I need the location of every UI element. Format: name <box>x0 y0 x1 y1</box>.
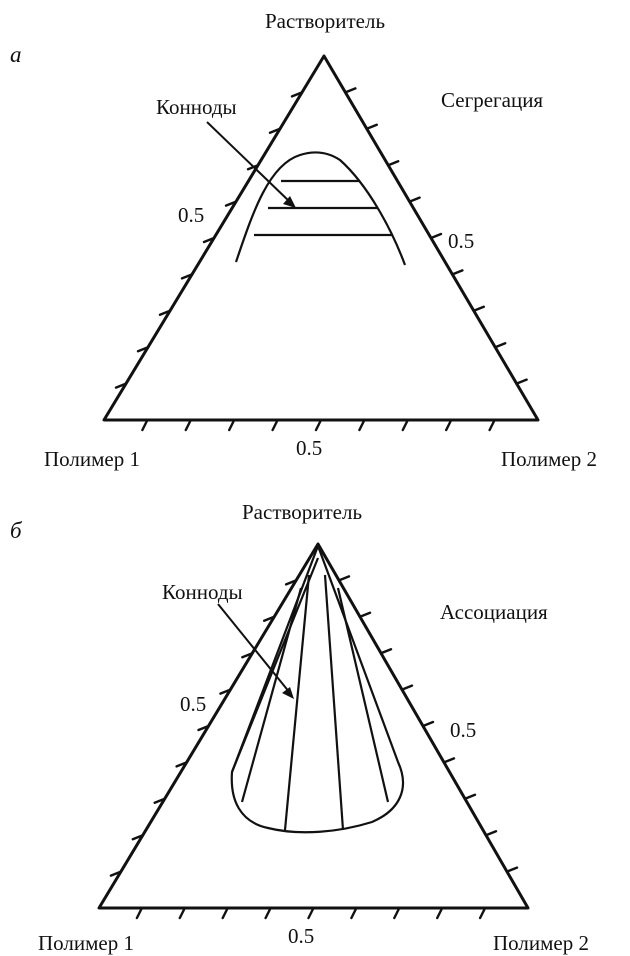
panel-b-binodal-outer <box>232 546 403 832</box>
panel-a-left-label: Полимер 1 <box>44 447 140 471</box>
axis-tick <box>495 343 505 347</box>
panel-a <box>10 9 597 471</box>
panel-a-ticks <box>116 88 527 430</box>
axis-tick <box>452 270 462 274</box>
axis-tick <box>339 576 349 580</box>
panel-b-tieline <box>325 575 343 830</box>
axis-tick <box>367 125 377 129</box>
panel-b-tick-right-label: 0.5 <box>450 718 477 742</box>
axis-tick <box>410 198 420 202</box>
axis-tick <box>474 307 484 311</box>
panel-a-right-label: Полимер 2 <box>501 447 597 471</box>
axis-tick <box>507 868 517 872</box>
axis-tick <box>517 380 527 384</box>
panel-b-tieline <box>285 575 309 830</box>
axis-tick <box>486 831 496 835</box>
panel-b-apex-label: Растворитель <box>242 500 363 524</box>
axis-tick <box>345 88 355 92</box>
axis-tick <box>381 649 391 653</box>
axis-tick <box>360 613 370 617</box>
panel-b <box>10 500 589 955</box>
panel-a-letter: а <box>10 42 22 67</box>
panel-b-arrowhead <box>282 687 294 699</box>
panel-a-region-label: Сегрегация <box>441 88 544 112</box>
axis-tick <box>423 722 433 726</box>
panel-b-ticks <box>111 576 517 918</box>
panel-b-tick-bottom-label: 0.5 <box>288 924 315 948</box>
axis-tick <box>431 234 441 238</box>
panel-b-left-label: Полимер 1 <box>38 931 134 955</box>
panel-b-right-label: Полимер 2 <box>493 931 589 955</box>
panel-a-tick-right-label: 0.5 <box>448 229 475 253</box>
axis-tick <box>444 758 454 762</box>
panel-b-tick-left-label: 0.5 <box>180 692 207 716</box>
panel-b-region-label: Ассоциация <box>440 600 548 624</box>
panel-a-tick-bottom-label: 0.5 <box>296 436 323 460</box>
panel-b-tieline-label: Конноды <box>162 580 243 604</box>
panel-a-tick-left-label: 0.5 <box>178 203 205 227</box>
panel-a-apex-label: Растворитель <box>265 9 386 33</box>
axis-tick <box>465 795 475 799</box>
axis-tick <box>402 686 412 690</box>
panel-a-tieline-label: Конноды <box>156 95 237 119</box>
axis-tick <box>388 161 398 165</box>
panel-b-letter: б <box>10 518 22 543</box>
